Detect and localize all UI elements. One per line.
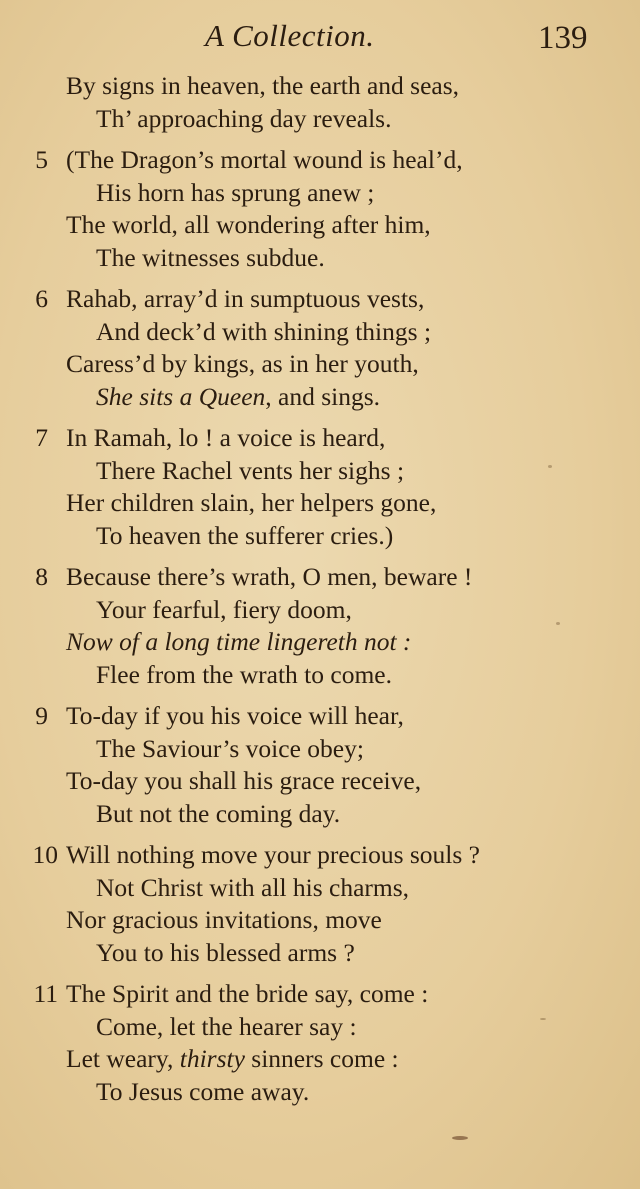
verse-line: [0, 659, 640, 692]
verse-line: [0, 937, 640, 970]
verse-line: [0, 70, 640, 103]
page-number: 139: [538, 20, 588, 56]
verse-line: [0, 381, 640, 414]
verse-text: Let weary,: [66, 1044, 180, 1073]
verse-text: But not the coming day.: [96, 798, 341, 828]
verse-text: Will nothing move your precious souls ?: [66, 840, 481, 869]
verse-text: She sits a Queen: [96, 381, 266, 411]
verse-text: Your fearful, fiery doom,: [96, 594, 352, 624]
stanza: [0, 283, 640, 413]
verse-line: [0, 177, 640, 210]
paper-stain: [556, 622, 560, 625]
running-title: A Collection.: [205, 18, 375, 53]
verse-line: [0, 765, 640, 798]
verse-text: The Saviour’s voice obey;: [96, 733, 364, 763]
stanza: [0, 700, 640, 830]
stanza: [0, 144, 640, 274]
verse-line: [0, 422, 640, 455]
verse-text: Nor gracious invitations, move: [66, 905, 382, 934]
verse-text: thirsty: [179, 1044, 245, 1073]
verse-line: [0, 700, 640, 733]
stanza-number: 7: [35, 423, 48, 452]
verse-line: [0, 209, 640, 242]
hymn-text: [0, 70, 640, 1117]
stanza-number: 10: [32, 840, 58, 869]
verse-text: , and sings.: [265, 381, 381, 411]
verse-line: [0, 594, 640, 627]
verse-line: [0, 242, 640, 275]
page-header: [0, 14, 640, 64]
stanza: [0, 422, 640, 552]
verse-line: [0, 872, 640, 905]
verse-line: [0, 144, 640, 177]
stanza-number: 8: [35, 562, 48, 591]
verse-text: The world, all wondering after him,: [66, 210, 431, 239]
verse-line: [0, 839, 640, 872]
verse-text: To heaven the sufferer cries.): [96, 520, 394, 550]
verse-line: [0, 978, 640, 1011]
verse-text: Her children slain, her helpers gone,: [66, 488, 437, 517]
verse-text: To-day if you his voice will hear,: [66, 701, 404, 730]
verse-text: By signs in heaven, the earth and seas,: [66, 71, 460, 100]
verse-text: In Ramah, lo ! a voice is heard,: [66, 423, 386, 452]
stanza: [0, 70, 640, 135]
verse-text: There Rachel vents her sighs ;: [96, 455, 405, 485]
stanza: [0, 978, 640, 1108]
verse-line: [0, 733, 640, 766]
verse-text: The witnesses subdue.: [96, 242, 325, 272]
stanza-number: 11: [33, 979, 58, 1008]
verse-text: (The Dragon’s mortal wound is heal’d,: [66, 145, 463, 174]
verse-line: [0, 1076, 640, 1109]
verse-text: Rahab, array’d in sumptuous vests,: [66, 284, 425, 313]
verse-text: Because there’s wrath, O men, beware !: [66, 562, 473, 591]
verse-line: [0, 316, 640, 349]
verse-text: To-day you shall his grace receive,: [66, 766, 422, 795]
verse-line: [0, 283, 640, 316]
verse-line: [0, 455, 640, 488]
verse-text: Caress’d by kings, as in her youth,: [66, 349, 419, 378]
verse-line: [0, 348, 640, 381]
stanza-number: 9: [35, 701, 48, 730]
stanza: [0, 839, 640, 969]
verse-text: The Spirit and the bride say, come :: [66, 979, 429, 1008]
verse-text: Now of a long time lingereth not :: [66, 627, 412, 656]
verse-line: [0, 1011, 640, 1044]
verse-line: [0, 487, 640, 520]
verse-line: [0, 520, 640, 553]
verse-text: Come, let the hearer say :: [96, 1011, 357, 1041]
verse-text: To Jesus come away.: [96, 1076, 310, 1106]
verse-line: [0, 904, 640, 937]
paper-stain: [548, 465, 552, 468]
verse-line: [0, 1043, 640, 1076]
stanza-number: 5: [35, 145, 48, 174]
verse-line: [0, 798, 640, 831]
stanza-number: 6: [35, 284, 48, 313]
verse-text: sinners come :: [244, 1044, 399, 1073]
stanza: [0, 561, 640, 691]
verse-line: [0, 103, 640, 136]
paper-stain: [452, 1136, 468, 1140]
verse-text: You to his blessed arms ?: [96, 937, 355, 967]
verse-line: [0, 561, 640, 594]
paper-stain: [540, 1018, 546, 1020]
verse-text: And deck’d with shining things ;: [96, 316, 432, 346]
verse-text: Not Christ with all his charms,: [96, 872, 410, 902]
verse-text: Flee from the wrath to come.: [96, 659, 392, 689]
verse-text: His horn has sprung anew ;: [96, 177, 375, 207]
verse-line: [0, 626, 640, 659]
verse-text: Th’ approaching day reveals.: [96, 103, 392, 133]
